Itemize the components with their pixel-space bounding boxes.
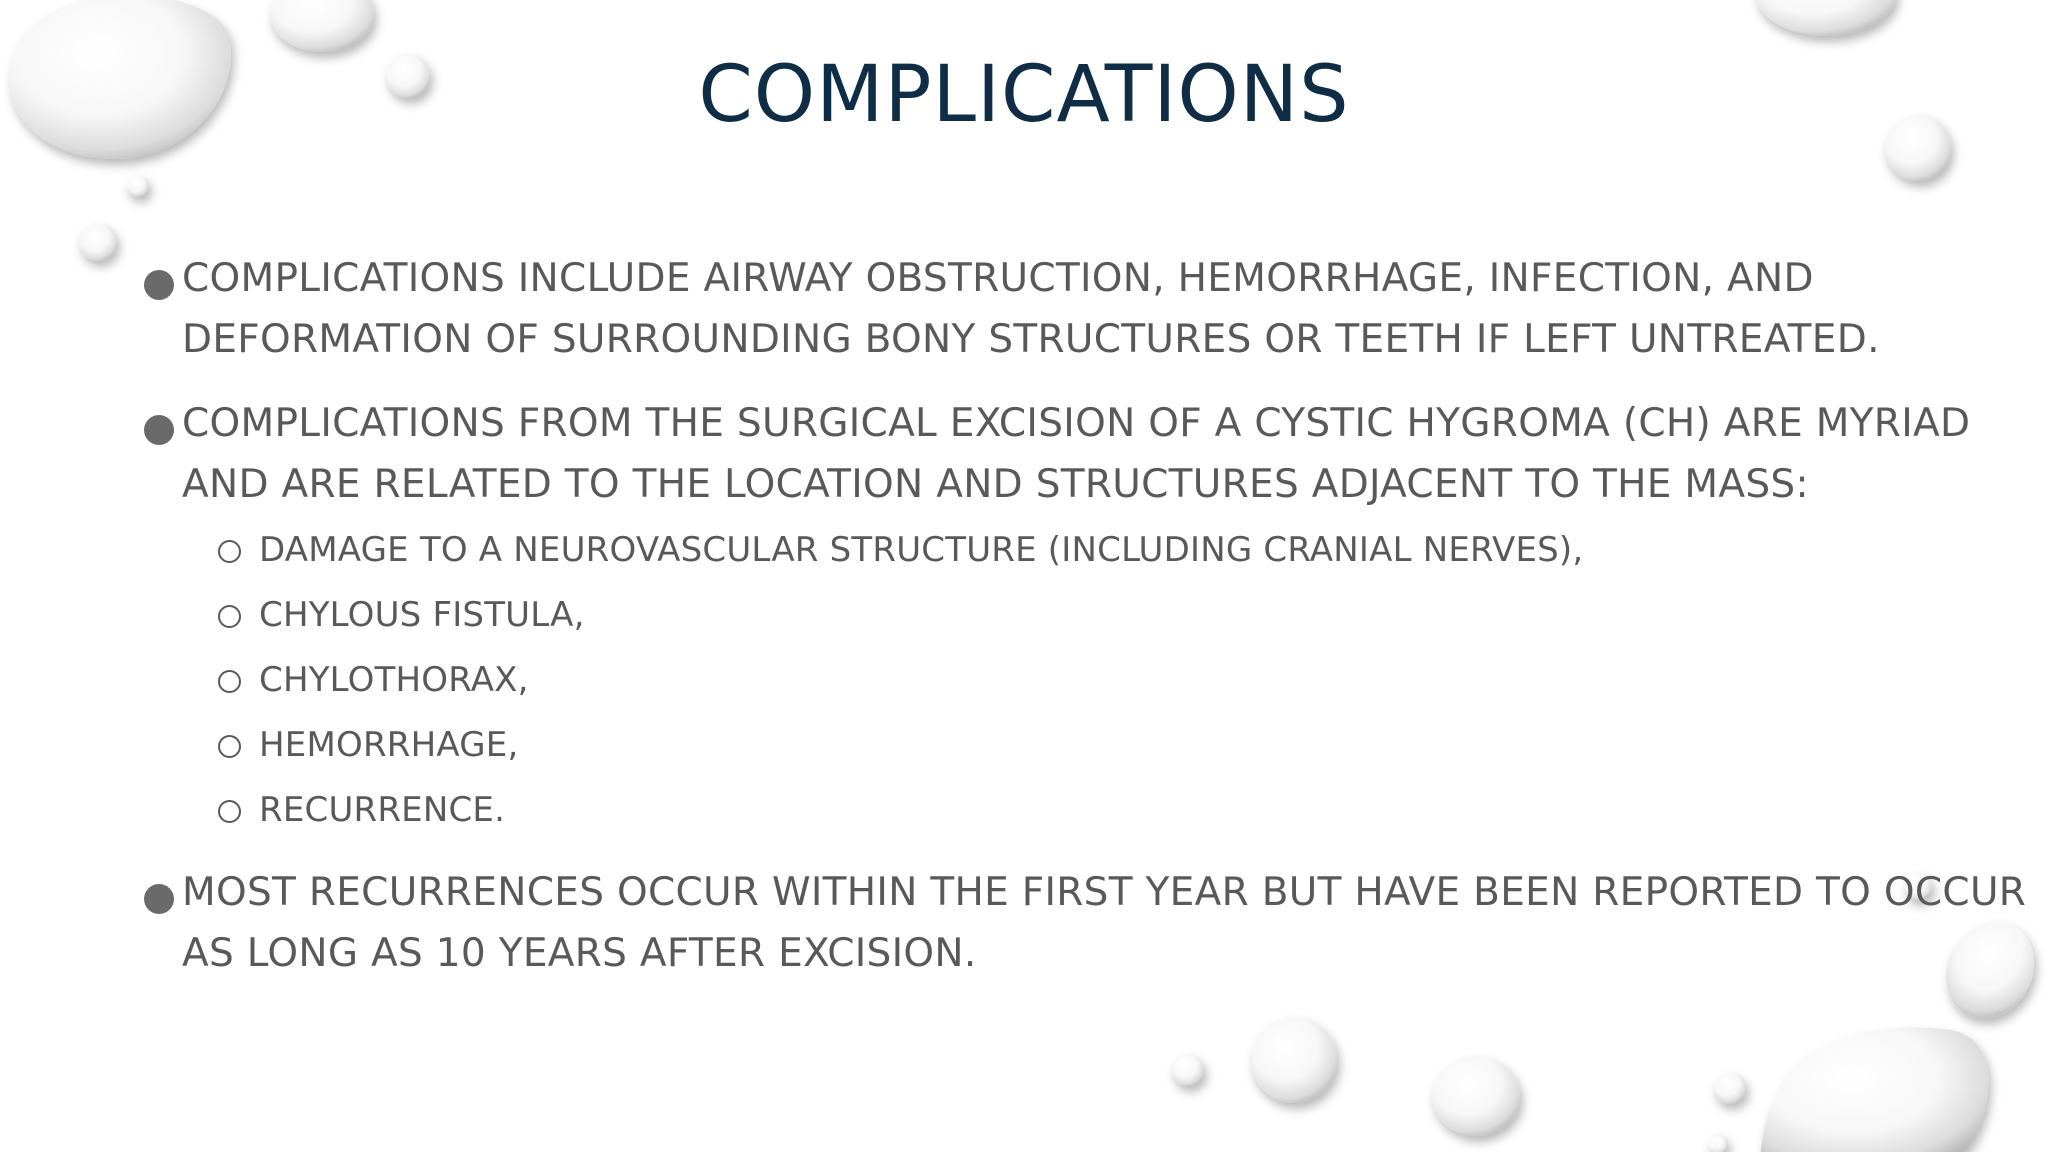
sub-bullet-text: CHYLOUS FISTULA, — [259, 595, 585, 635]
sub-bullet-icon — [218, 540, 241, 563]
bullet-item — [140, 248, 2040, 370]
sub-bullet-icon — [218, 670, 241, 693]
sub-bullet-icon — [218, 735, 241, 758]
sub-bullet-item — [215, 530, 1583, 570]
sub-bullet-text: HEMORRHAGE, — [259, 725, 519, 765]
bullet-item — [140, 862, 2040, 984]
sub-bullet-icon — [218, 800, 241, 823]
sub-bullet-text: DAMAGE TO A NEUROVASCULAR STRUCTURE (INCLUDING CRANIAL NERVES), — [259, 530, 1584, 570]
sub-bullet-item — [215, 595, 585, 635]
sub-bullet-icon — [218, 605, 241, 628]
bullet-item — [140, 393, 2040, 515]
bullet-text: COMPLICATIONS FROM THE SURGICAL EXCISION OF A CYSTIC HYGROMA (CH) ARE MYRIAD AND ARE RELATED TO THE LOCATION AND STRUCTURES ADJACENT TO THE MASS: — [182, 401, 1971, 507]
sub-bullet-text: RECURRENCE. — [259, 790, 506, 830]
bullet-text: MOST RECURRENCES OCCUR WITHIN THE FIRST YEAR BUT HAVE BEEN REPORTED TO OCCUR AS LONG AS 10 YEARS AFTER EXCISION. — [182, 870, 2027, 976]
slide-title: COMPLICATIONS — [698, 50, 1350, 140]
bullet-icon — [144, 415, 174, 445]
sub-bullet-item — [215, 660, 529, 700]
sub-bullet-text: CHYLOTHORAX, — [259, 660, 529, 700]
bullet-icon — [144, 270, 174, 300]
bullet-icon — [144, 884, 174, 914]
sub-bullet-item — [215, 790, 505, 830]
sub-bullet-item — [215, 725, 518, 765]
bullet-text: COMPLICATIONS INCLUDE AIRWAY OBSTRUCTION, HEMORRHAGE, INFECTION, AND DEFORMATION OF SURROUNDING BONY STRUCTURES OR TEETH IF LEFT UNTREATED. — [182, 256, 1880, 362]
